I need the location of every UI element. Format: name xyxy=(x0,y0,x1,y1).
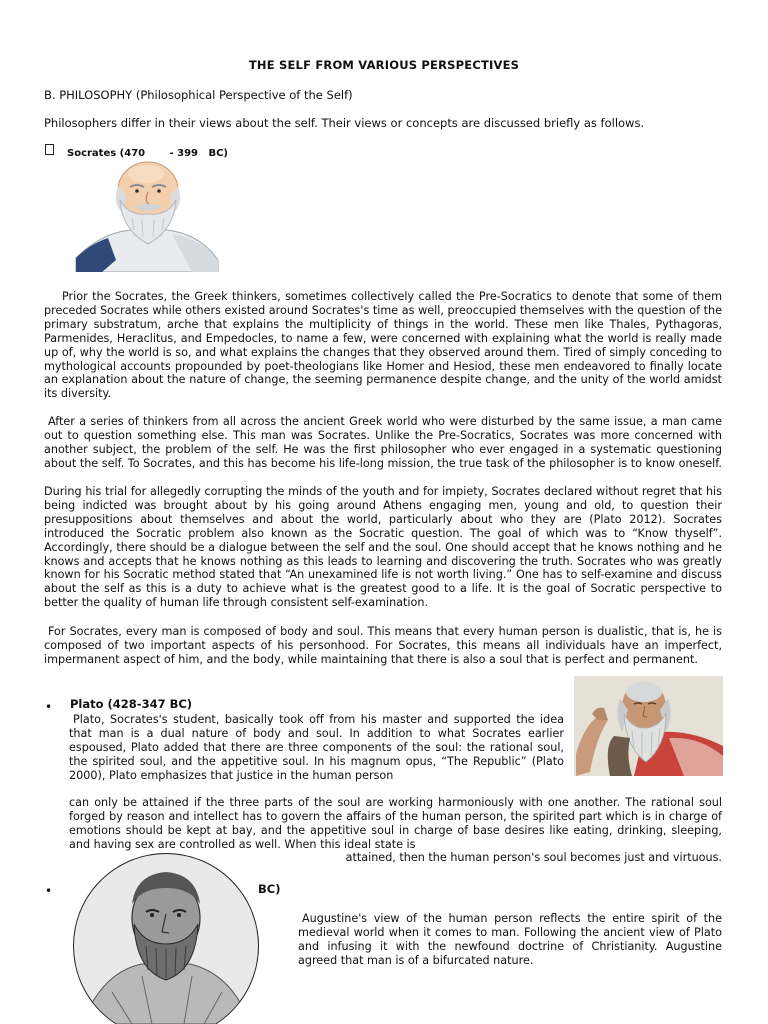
socrates-portrait xyxy=(72,160,220,272)
augustine-paragraph: Augustine's view of the human person reflects the entire spirit of the medieval world when it comes to man. Following the ancient view of Plato and infusing it with the newfound doctrine of Christianity. Augustine agreed that man is of a bifurcated nature. xyxy=(298,912,722,967)
plato-bullet-icon: • xyxy=(45,700,53,714)
plato-heading: Plato (428-347 BC) xyxy=(70,697,193,711)
plato-paragraph-2: can only be attained if the three parts of the soul are working harmoniously with one another. The rational soul forged by reason and intellect has to govern the affairs of the human person, the spirited part which is in charge of emotions should be kept at bay, and the appetitive soul in charge of base desires like eating, drinking, sleeping, and having sex are controlled as well. When this ideal state is xyxy=(69,796,722,851)
socrates-paragraph-3: During his trial for allegedly corrupting the minds of the youth and for impiety, Socrates declared without regret that his being indicted was brought about by his going around Athens engaging men, young and old, to question their presuppositions about themselves and about the world, particularly about who they are (Plato 2012). Socrates introduced the Socratic problem also known as the Socratic question. The goal of which was to “Know thyself”. Accordingly, there should be a dialogue between the self and the soul. One should accept that he knows nothing and he knows and accepts that he knows nothing as this leads to learning and discovering the truth. Socrates who was greatly known for his Socratic method stated that “An unexamined life is not worth living.” One has to self-examine and discuss about the self as this is a duty to achieve what is the greatest good to a life. It is the goal of Socratic perspective to better the quality of human life through consistent self-examination. xyxy=(44,485,722,610)
plato-paragraph-1: Plato, Socrates's student, basically took off from his master and supported the idea that man is a dual nature of body and soul. In addition to what Socrates earlier espoused, Plato added that there are three components of the soul: the rational soul, the spirited soul, and the appetitive soul. In his magnum opus, “The Republic” (Plato 2000), Plato emphasizes that justice in the human person xyxy=(69,713,564,782)
augustine-heading: BC) xyxy=(258,882,281,896)
page-title: THE SELF FROM VARIOUS PERSPECTIVES xyxy=(248,58,520,72)
socrates-heading: Socrates (470 - 399 BC) xyxy=(67,148,228,159)
intro-text: Philosophers differ in their views about the self. Their views or concepts are discussed briefly as follows. xyxy=(44,116,645,130)
checkbox-bullet-icon xyxy=(45,144,54,155)
socrates-paragraph-4: For Socrates, every man is composed of body and soul. This means that every human person is dualistic, that is, he is composed of two important aspects of his personhood. For Socrates, this means all individuals have an imperfect, impermanent aspect of him, and the body, while maintaining that there is also a soul that is perfect and permanent. xyxy=(44,625,722,666)
plato-portrait xyxy=(574,676,723,776)
augustine-portrait xyxy=(72,852,260,1024)
socrates-paragraph-2: After a series of thinkers from all across the ancient Greek world who were disturbed by the same issue, a man came out to question something else. This man was Socrates. Unlike the Pre-Socratics, Socrates was more concerned with another subject, the problem of the self. He was the first philosopher who ever engaged in a systematic questioning about the self. To Socrates, and this has become his life-long mission, the true task of the philosopher is to know oneself. xyxy=(44,415,722,470)
augustine-bullet-icon: • xyxy=(45,884,53,898)
section-heading: B. PHILOSOPHY (Philosophical Perspective of the Self) xyxy=(44,88,353,102)
socrates-paragraph-1: Prior the Socrates, the Greek thinkers, sometimes collectively called the Pre-Socratics to denote that some of them preceded Socrates while others existed around Socrates's time as well, preoccupied themselves with the question of the primary substratum, arche that explains the multiplicity of things in the world. These men like Thales, Pythagoras, Parmenides, Heraclitus, and Empedocles, to name a few, were concerned with explaining what the world is really made up of, why the world is so, and what explains the changes that they observed around them. Tired of simply conceding to mythological accounts propounded by poet-theologians like Homer and Hesiod, these men endeavored to finally locate an explanation about the nature of change, the seeming permanence despite change, and the unity of the world amidst its diversity. xyxy=(44,290,722,401)
plato-paragraph-3: attained, then the human person's soul becomes just and virtuous. xyxy=(345,851,722,864)
